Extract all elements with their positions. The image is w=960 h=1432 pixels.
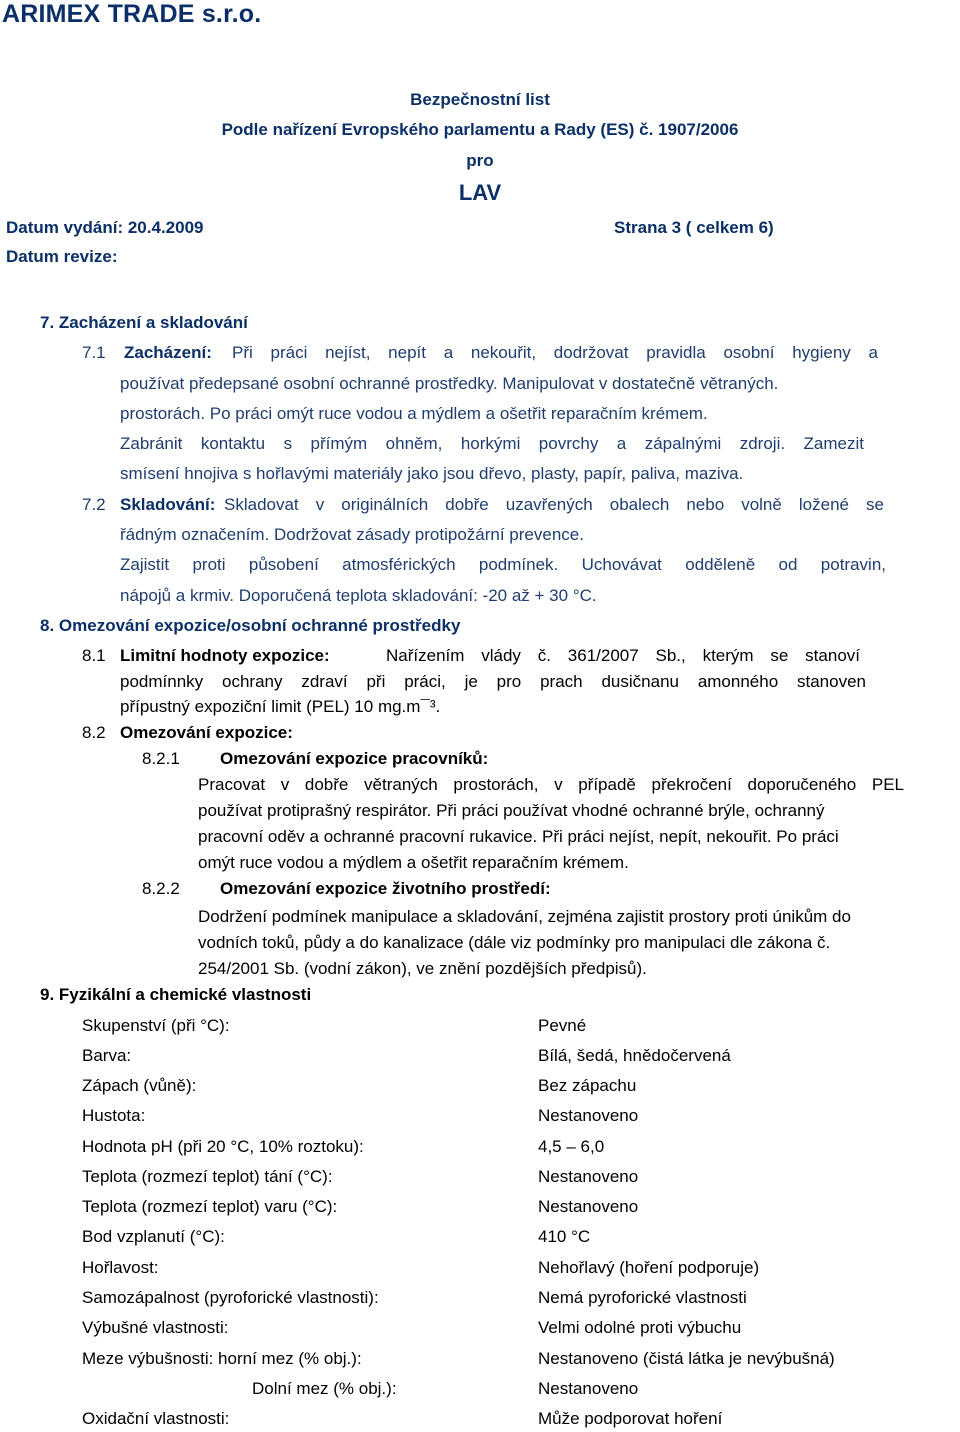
property-value: Nestanoveno xyxy=(538,1106,639,1125)
property-label: Bod vzplanutí (°C): xyxy=(82,1227,225,1246)
section-7-1-line: Zabránit kontaktu s přímým ohněm, horkými povrchy a zápalnými zdroji. Zamezit xyxy=(120,434,864,453)
section-8-2-1-label: Omezování expozice pracovníků: xyxy=(220,749,489,768)
property-value: 410 °C xyxy=(538,1227,591,1246)
property-label: Barva: xyxy=(82,1046,132,1065)
section-8-1-label: Limitní hodnoty expozice: xyxy=(120,646,330,665)
property-label: Hustota: xyxy=(82,1106,146,1125)
property-value: Bez zápachu xyxy=(538,1076,637,1095)
property-label: Teplota (rozmezí teplot) varu (°C): xyxy=(82,1197,338,1216)
product-name: LAV xyxy=(458,180,502,205)
property-value: 4,5 – 6,0 xyxy=(538,1137,605,1156)
property-label: Výbušné vlastnosti: xyxy=(82,1318,229,1337)
section-8-2-1-number: 8.2.1 xyxy=(142,749,180,768)
property-value: Velmi odolné proti výbuchu xyxy=(538,1318,742,1337)
section-8-2-label: Omezování expozice: xyxy=(120,723,293,742)
property-value: Nestanoveno xyxy=(538,1379,639,1398)
property-label: Zápach (vůně): xyxy=(82,1076,197,1095)
pro-label: pro xyxy=(466,151,494,170)
section-8-1-line: podmínnky ochrany zdraví při práci, je pro prach dusičnanu amonného stanoven xyxy=(120,672,866,691)
property-label: Oxidační vlastnosti: xyxy=(82,1409,230,1428)
section-8-2-2-line: vodních toků, půdy a do kanalizace (dále viz podmínky pro manipulaci dle zákona č. xyxy=(198,933,831,952)
property-label: Hodnota pH (při 20 °C, 10% roztoku): xyxy=(82,1137,364,1156)
section-8-2-1-line: pracovní oděv a ochranné pracovní rukavice. Při práci nejíst, nepít, nekouřit. Po práci xyxy=(198,827,839,846)
section-7-2-line: řádným označením. Dodržovat zásady protipožární prevence. xyxy=(120,525,584,544)
section-8-2-2-line: 254/2001 Sb. (vodní zákon), ve znění pozdějších předpisů). xyxy=(198,959,647,978)
section-8-2-number: 8.2 xyxy=(82,723,106,742)
section-7-1-line: Při práci nejíst, nepít a nekouřit, dodržovat pravidla osobní hygieny a xyxy=(232,343,878,362)
property-label: Skupenství (při °C): xyxy=(82,1016,230,1035)
section-8-2-2-label: Omezování expozice životního prostředí: xyxy=(220,879,551,898)
section-7-2-line: nápojů a krmiv. Doporučená teplota skladování: -20 až + 30 °C. xyxy=(120,586,597,605)
property-value: Nehořlavý (hoření podporuje) xyxy=(538,1258,760,1277)
section-7-1-number: 7.1 xyxy=(82,343,106,362)
property-value: Nestanoveno xyxy=(538,1167,639,1186)
section-9-title: 9. Fyzikální a chemické vlastnosti xyxy=(40,985,312,1004)
property-value: Bílá, šedá, hnědočervená xyxy=(538,1046,731,1065)
revision-date: Datum revize: xyxy=(6,247,118,266)
property-label: Hořlavost: xyxy=(82,1258,159,1277)
section-8-2-2-number: 8.2.2 xyxy=(142,879,180,898)
section-8-title: 8. Omezování expozice/osobní ochranné prostředky xyxy=(40,616,461,635)
section-7-1-line: používat předepsané osobní ochranné prostředky. Manipulovat v dostatečně větraných. xyxy=(120,374,779,393)
section-8-2-1-line: používat protiprašný respirátor. Při práci používat vhodné ochranné brýle, ochranný xyxy=(198,801,825,820)
section-8-2-1-line: Pracovat v dobře větraných prostorách, v případě překročení doporučeného PEL xyxy=(198,775,904,794)
section-7-1-line: prostorách. Po práci omýt ruce vodou a mýdlem a ošetřit reparačním krémem. xyxy=(120,404,708,423)
page-number: Strana 3 ( celkem 6) xyxy=(614,218,774,237)
section-8-2-1-line: omýt ruce vodou a mýdlem a ošetřit reparačním krémem. xyxy=(198,853,629,872)
property-label: Samozápalnost (pyroforické vlastnosti): xyxy=(82,1288,379,1307)
property-value: Nestanoveno (čistá látka je nevýbušná) xyxy=(538,1349,835,1368)
property-label: Dolní mez (% obj.): xyxy=(252,1379,397,1398)
issue-date: Datum vydání: 20.4.2009 xyxy=(6,218,204,237)
company-name: ARIMEX TRADE s.r.o. xyxy=(2,0,262,28)
doc-type: Bezpečnostní list xyxy=(410,90,550,109)
section-7-1-label: Zacházení: xyxy=(124,343,212,362)
section-7-2-line: Zajistit proti působení atmosférických podmínek. Uchovávat odděleně od potravin, xyxy=(120,555,886,574)
property-value: Může podporovat hoření xyxy=(538,1409,723,1428)
section-8-1-number: 8.1 xyxy=(82,646,106,665)
property-value: Nemá pyroforické vlastnosti xyxy=(538,1288,747,1307)
section-8-1-line: Nařízením vlády č. 361/2007 Sb., kterým se stanoví xyxy=(386,646,860,665)
section-8-1-line: přípustný expoziční limit (PEL) 10 mg.m¯³. xyxy=(120,697,441,716)
property-label: Meze výbušnosti: horní mez (% obj.): xyxy=(82,1349,362,1368)
section-7-2-label: Skladování: xyxy=(120,495,216,514)
section-7-title: 7. Zacházení a skladování xyxy=(40,313,248,332)
property-value: Pevné xyxy=(538,1016,587,1035)
section-7-2-number: 7.2 xyxy=(82,495,106,514)
regulation: Podle nařízení Evropského parlamentu a Rady (ES) č. 1907/2006 xyxy=(221,120,739,139)
property-label: Teplota (rozmezí teplot) tání (°C): xyxy=(82,1167,333,1186)
section-8-2-2-line: Dodržení podmínek manipulace a skladování, zejména zajistit prostory proti únikům do xyxy=(198,907,851,926)
section-7-2-line: Skladovat v originálních dobře uzavřených obalech nebo volně ložené se xyxy=(224,495,884,514)
property-value: Nestanoveno xyxy=(538,1197,639,1216)
section-7-1-line: smísení hnojiva s hořlavými materiály jako jsou dřevo, plasty, papír, paliva, maziva. xyxy=(120,464,744,483)
